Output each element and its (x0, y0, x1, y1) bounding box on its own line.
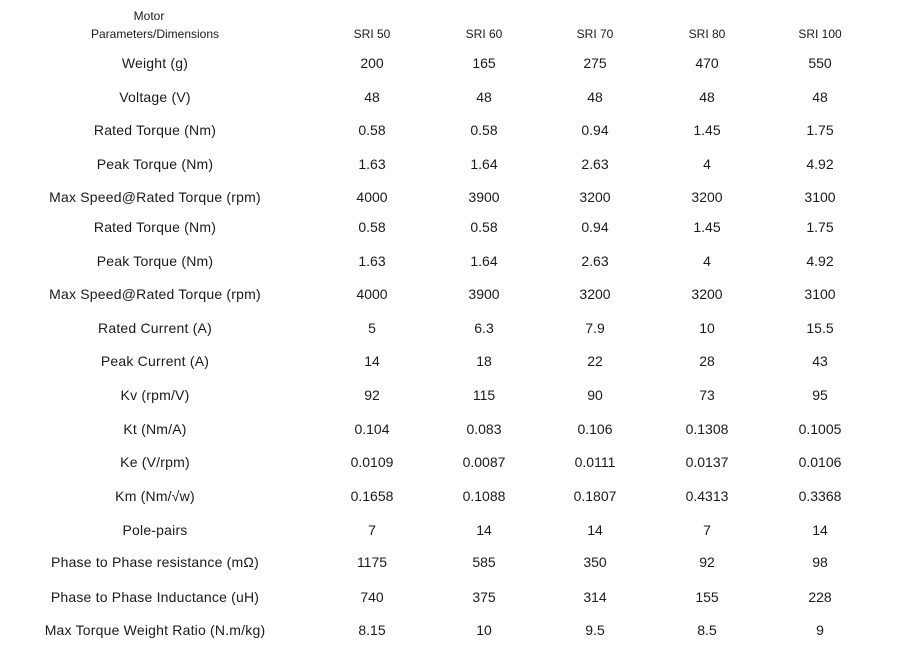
table-cell: 228 (808, 589, 832, 605)
row-label: Pole-pairs (122, 522, 188, 538)
table-cell: 95 (812, 387, 828, 403)
table-row (0, 187, 909, 207)
table-cell: 48 (476, 89, 492, 105)
table-cell: 14 (587, 522, 603, 538)
table-cell: 6.3 (474, 320, 494, 336)
table-cell: 22 (587, 353, 603, 369)
table-row (0, 620, 909, 640)
table-cell: 9.5 (585, 622, 605, 638)
table-cell: 9 (816, 622, 824, 638)
table-cell: 3200 (691, 189, 723, 205)
table-cell: 7.9 (585, 320, 605, 336)
row-label: Weight (g) (121, 55, 189, 71)
table-cell: 10 (699, 320, 715, 336)
row-label: Max Speed@Rated Torque (rpm) (49, 189, 261, 205)
table-cell: 1.64 (470, 156, 498, 172)
table-cell: 3100 (804, 189, 836, 205)
table-row (0, 587, 909, 607)
table-cell: 0.58 (470, 122, 498, 138)
table-cell: 2.63 (581, 156, 609, 172)
table-cell: 1175 (356, 554, 388, 570)
table-row (0, 552, 909, 572)
table-cell: 155 (695, 589, 719, 605)
row-label: Rated Torque (Nm) (93, 219, 217, 235)
table-cell: 0.4313 (685, 488, 729, 504)
table-cell: 5 (368, 320, 376, 336)
table-cell: 4000 (356, 286, 388, 302)
table-cell: 1.45 (693, 219, 721, 235)
table-cell: 8.5 (697, 622, 717, 638)
table-cell: 165 (472, 55, 496, 71)
table-row (0, 53, 909, 73)
table-cell: 3200 (691, 286, 723, 302)
table-cell: 0.106 (577, 421, 613, 437)
table-row (0, 87, 909, 107)
table-cell: 350 (583, 554, 607, 570)
table-cell: 3200 (579, 189, 611, 205)
row-label: Max Torque Weight Ratio (N.m/kg) (44, 622, 266, 638)
table-cell: 1.45 (693, 122, 721, 138)
table-cell: 4.92 (806, 156, 834, 172)
table-cell: 0.0087 (462, 454, 506, 470)
table-cell: 92 (699, 554, 715, 570)
header-parameters-dimensions: Parameters/Dimensions (90, 27, 220, 41)
table-cell: 7 (703, 522, 711, 538)
row-label: Phase to Phase resistance (mΩ) (51, 554, 259, 570)
row-label: Ke (V/rpm) (120, 454, 190, 470)
table-cell: 1.63 (358, 156, 386, 172)
table-cell: 0.58 (470, 219, 498, 235)
table-cell: 4.92 (806, 253, 834, 269)
table-cell: 0.1005 (798, 421, 842, 437)
table-cell: 92 (364, 387, 380, 403)
column-header-sri-70: SRI 70 (576, 27, 614, 41)
table-cell: 48 (812, 89, 828, 105)
table-row (0, 419, 909, 439)
table-cell: 0.94 (581, 122, 609, 138)
table-cell: 2.63 (581, 253, 609, 269)
table-cell: 0.0111 (574, 454, 616, 470)
table-cell: 8.15 (358, 622, 386, 638)
table-cell: 0.104 (354, 421, 390, 437)
table-cell: 48 (364, 89, 380, 105)
table-cell: 1.64 (470, 253, 498, 269)
table-cell: 275 (583, 55, 607, 71)
row-label: Kv (rpm/V) (120, 387, 190, 403)
table-cell: 115 (472, 387, 496, 403)
table-row (0, 351, 909, 371)
table-cell: 0.1658 (350, 488, 394, 504)
table-row (0, 154, 909, 174)
table-cell: 4 (703, 156, 711, 172)
row-label: Peak Torque (Nm) (96, 253, 214, 269)
table-cell: 3100 (804, 286, 836, 302)
table-cell: 0.1088 (462, 488, 506, 504)
row-label: Peak Current (A) (100, 353, 210, 369)
table-cell: 28 (699, 353, 715, 369)
table-cell: 3900 (468, 189, 500, 205)
header-motor: Motor (133, 9, 165, 23)
table-cell: 18 (476, 353, 492, 369)
row-label: Kt (Nm/A) (123, 421, 187, 437)
row-label: Voltage (V) (119, 89, 191, 105)
table-row (0, 486, 909, 506)
table-cell: 48 (699, 89, 715, 105)
table-cell: 98 (812, 554, 828, 570)
column-header-sri-80: SRI 80 (688, 27, 726, 41)
table-cell: 0.94 (581, 219, 609, 235)
table-cell: 48 (587, 89, 603, 105)
row-label: Rated Current (A) (98, 320, 212, 336)
table-row (0, 318, 909, 338)
table-cell: 0.083 (466, 421, 502, 437)
table-cell: 375 (472, 589, 496, 605)
table-cell: 0.0137 (685, 454, 729, 470)
row-label: Rated Torque (Nm) (93, 122, 217, 138)
table-cell: 43 (812, 353, 828, 369)
table-row (0, 385, 909, 405)
table-cell: 0.1807 (573, 488, 617, 504)
table-cell: 15.5 (806, 320, 834, 336)
table-row (0, 520, 909, 540)
table-cell: 550 (808, 55, 832, 71)
table-cell: 585 (472, 554, 496, 570)
column-header-sri-100: SRI 100 (798, 27, 842, 41)
table-cell: 470 (695, 55, 719, 71)
table-cell: 90 (587, 387, 603, 403)
row-label: Phase to Phase Inductance (uH) (50, 589, 260, 605)
table-cell: 0.1308 (685, 421, 729, 437)
table-cell: 0.3368 (798, 488, 842, 504)
table-cell: 7 (368, 522, 376, 538)
row-label: Km (Nm/√w) (115, 488, 195, 504)
table-cell: 740 (360, 589, 384, 605)
table-cell: 10 (476, 622, 492, 638)
row-label: Peak Torque (Nm) (96, 156, 214, 172)
table-cell: 4 (703, 253, 711, 269)
column-header-sri-50: SRI 50 (353, 27, 391, 41)
table-cell: 4000 (356, 189, 388, 205)
table-cell: 1.75 (806, 219, 834, 235)
table-cell: 200 (360, 55, 384, 71)
table-cell: 1.63 (358, 253, 386, 269)
table-cell: 0.58 (358, 219, 386, 235)
column-header-sri-60: SRI 60 (465, 27, 503, 41)
table-cell: 73 (699, 387, 715, 403)
table-cell: 14 (812, 522, 828, 538)
table-cell: 3200 (579, 286, 611, 302)
table-cell: 0.0109 (350, 454, 394, 470)
table-row (0, 452, 909, 472)
table-row (0, 120, 909, 140)
table-cell: 14 (364, 353, 380, 369)
table-cell: 3900 (468, 286, 500, 302)
table-row (0, 251, 909, 271)
row-label: Max Speed@Rated Torque (rpm) (49, 286, 261, 302)
table-cell: 0.0106 (798, 454, 842, 470)
table-cell: 1.75 (806, 122, 834, 138)
table-row (0, 284, 909, 304)
table-row (0, 217, 909, 237)
table-cell: 0.58 (358, 122, 386, 138)
table-cell: 14 (476, 522, 492, 538)
table-cell: 314 (583, 589, 607, 605)
